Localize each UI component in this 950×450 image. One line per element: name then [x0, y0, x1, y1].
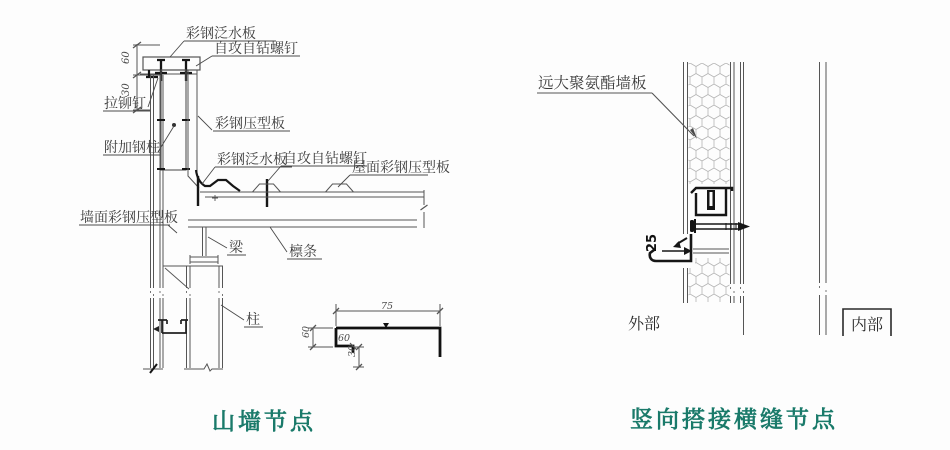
interior-wall-lines: [820, 62, 827, 335]
label-panel: 远大聚氨酯墙板: [538, 75, 647, 92]
outer-profiled-sheet: [188, 70, 199, 188]
added-steel-column: [157, 70, 190, 170]
label-screw-roof: 自攻自钻螺钉: [283, 150, 367, 166]
dim-30-top: 30: [121, 83, 132, 96]
detail-dim-left-60: 60: [301, 325, 312, 338]
detail-dim-width: 75: [381, 301, 394, 312]
label-flashing-top: 彩钢泛水板: [186, 25, 256, 41]
title-gable-wall-node: 山墙节点: [212, 408, 316, 434]
roof-deck: [188, 184, 428, 228]
roof-edge-flashing: [196, 170, 240, 191]
dim-seam-gap-25: 25: [645, 233, 660, 252]
label-profiled-sheet: 彩钢压型板: [215, 115, 285, 131]
label-flashing-roof: 彩钢泛水板: [217, 151, 287, 167]
deck-cross-mark: [212, 195, 218, 201]
label-rivet: 拉铆钉: [104, 95, 146, 111]
lap-seam-node-drawing: [537, 62, 891, 336]
label-beam: 梁: [229, 239, 243, 255]
beam-section: [190, 227, 218, 264]
gable-wall-node-drawing: [79, 25, 450, 373]
label-added-column: 附加钢柱: [104, 139, 160, 155]
label-column: 柱: [246, 311, 260, 327]
dim-60-top: 60: [121, 51, 132, 64]
label-screw-top: 自攻自钻螺钉: [214, 40, 298, 56]
label-exterior: 外部: [628, 316, 661, 333]
title-lap-seam-node: 竖向搭接横缝节点: [630, 406, 838, 432]
panel-leader: [537, 93, 697, 139]
label-purlin: 檩条: [289, 243, 317, 259]
label-roof-sheet: 屋面彩钢压型板: [352, 159, 450, 175]
label-wall-sheet: 墙面彩钢压型板: [80, 209, 178, 225]
column-section: [163, 266, 223, 371]
detail-dim-bottom-30: 30: [347, 344, 358, 357]
flashing-section-detail: [308, 304, 443, 370]
label-interior: 内部: [851, 317, 884, 334]
detail-dim-inner-60: 60: [338, 333, 351, 344]
wall-girt: [153, 320, 188, 333]
